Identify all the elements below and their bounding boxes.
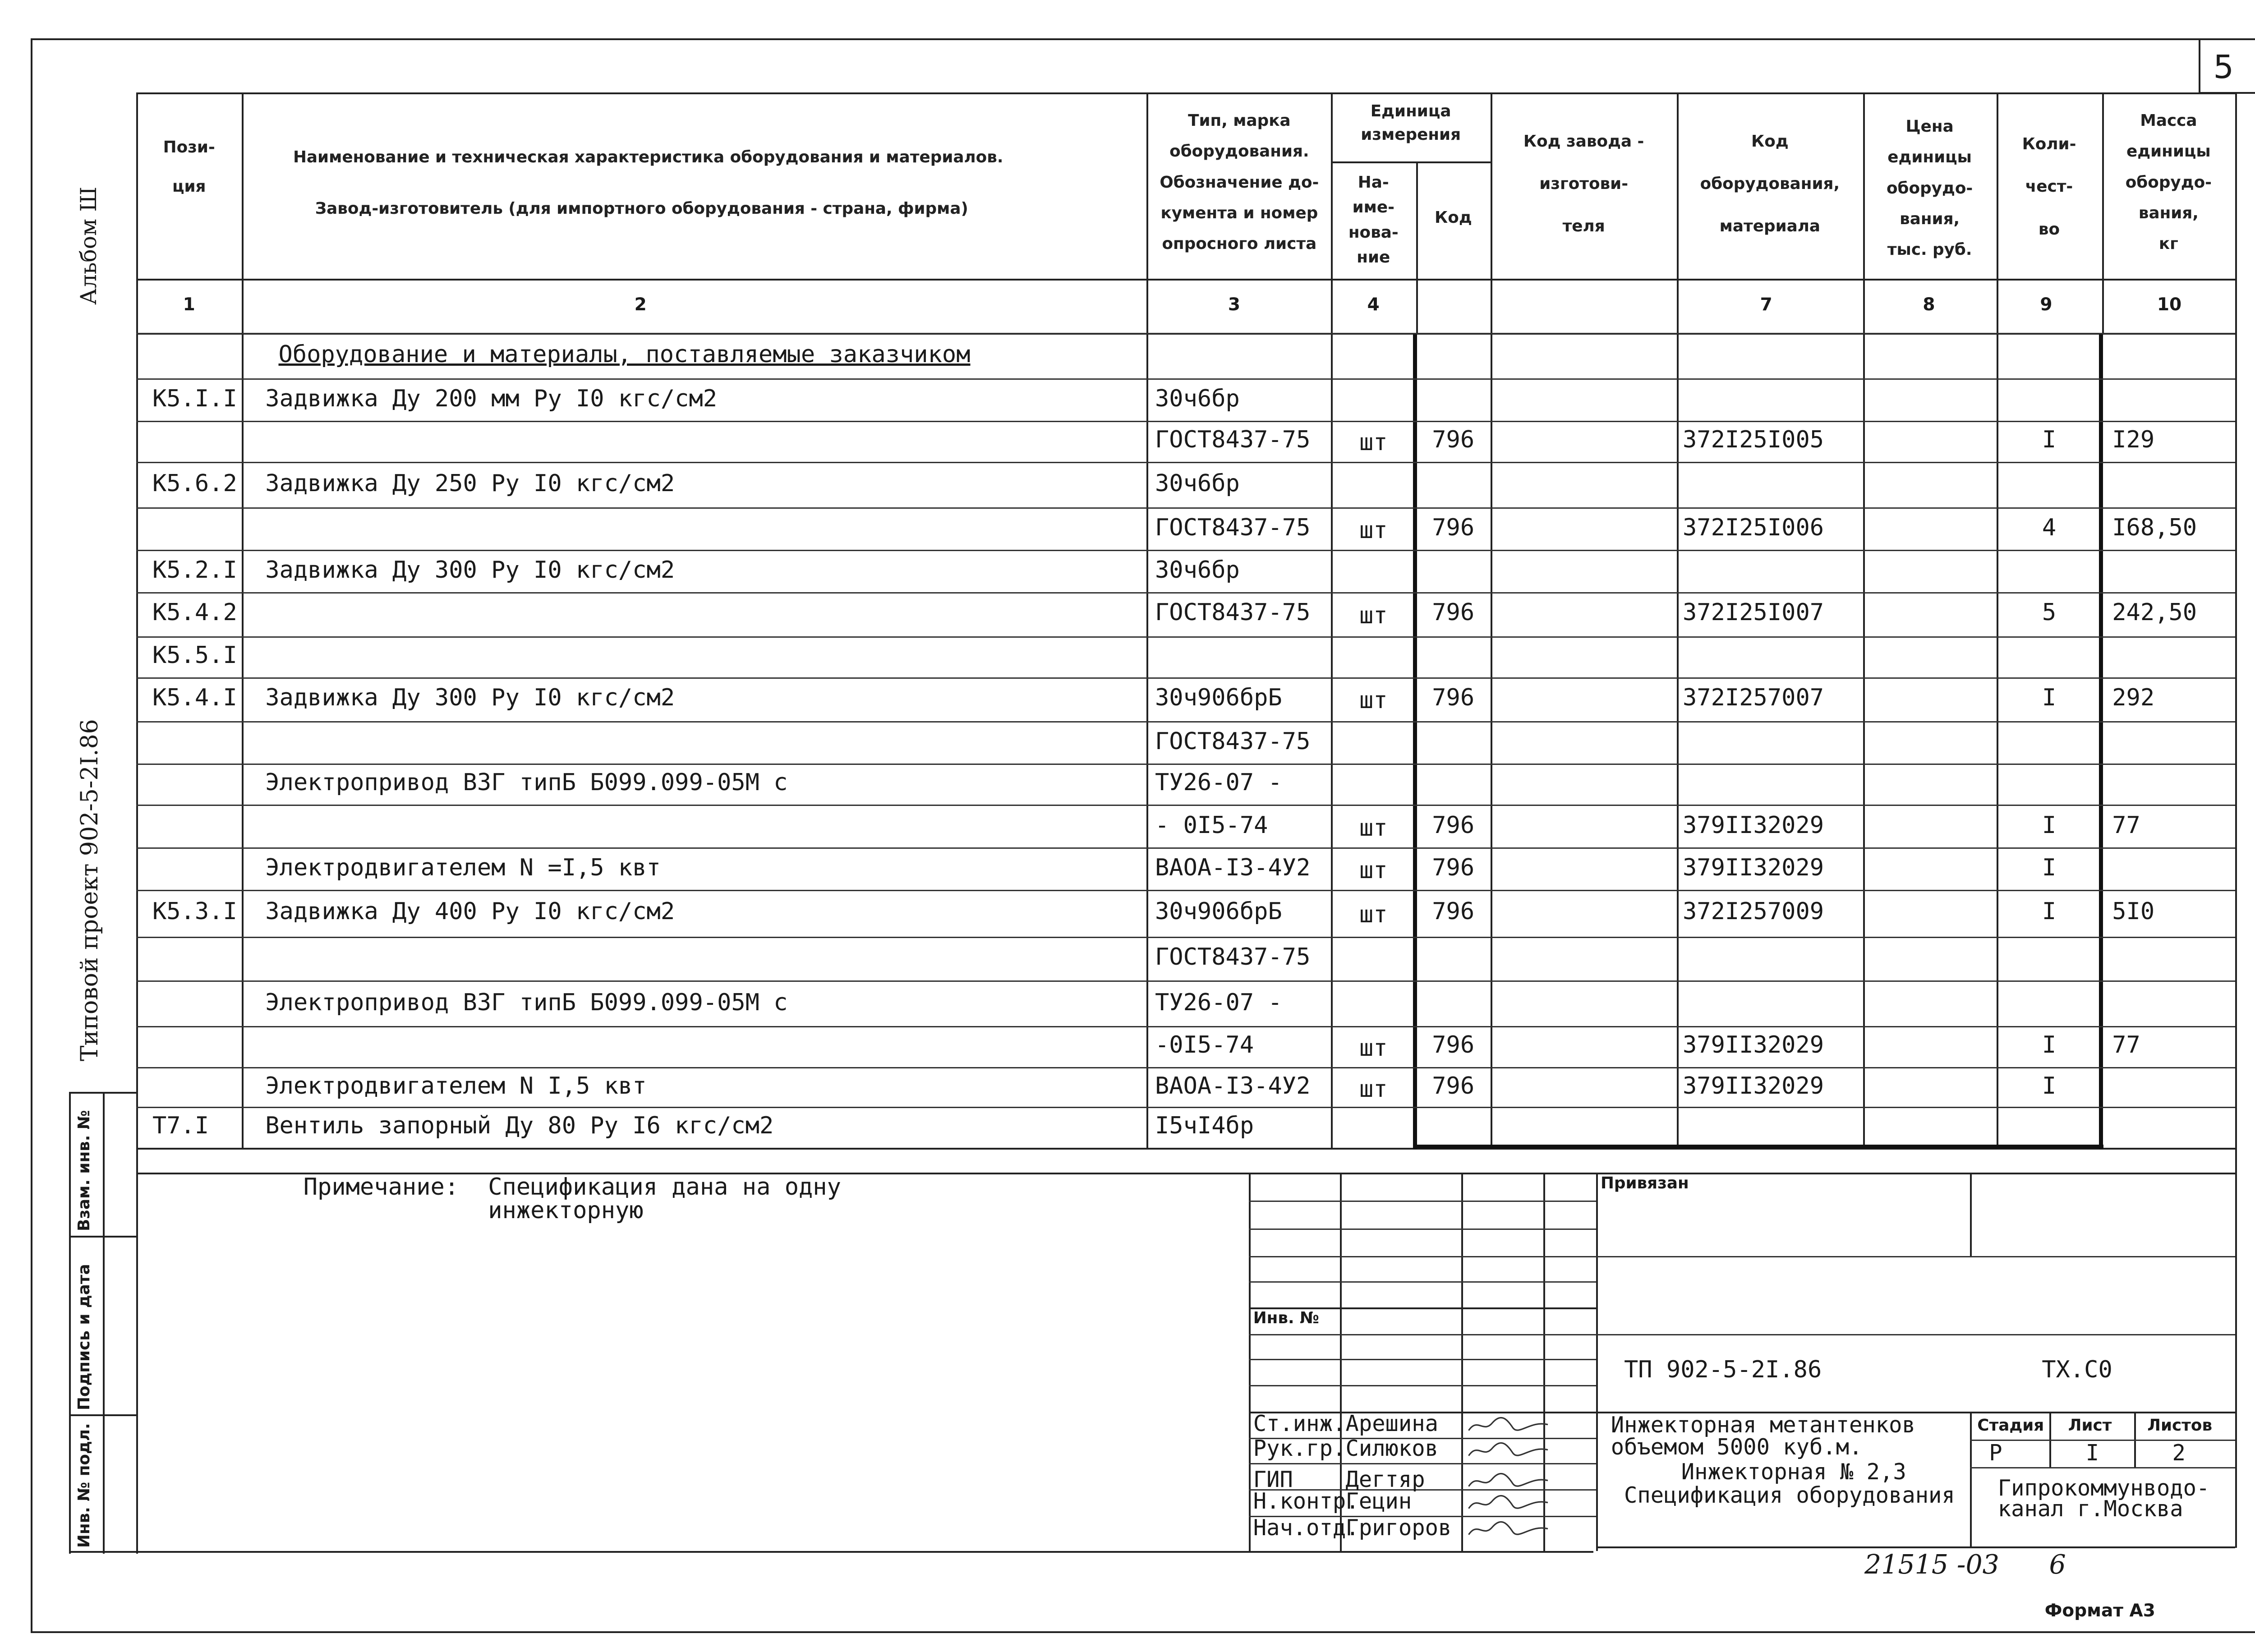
row-unit: шт [1359, 1034, 1388, 1062]
row-unit: шт [1359, 517, 1388, 544]
row-unit: шт [1359, 814, 1388, 842]
unit-group-line [1331, 161, 1491, 163]
row-name: Задвижка Ду 300 Ру I0 кгс/см2 [265, 684, 675, 711]
archive-number: 21515 -03 [1864, 1549, 1999, 1580]
col-line [1677, 92, 1679, 1148]
table-border-right [2235, 92, 2237, 1173]
row-separator [136, 677, 2235, 679]
row-name: Задвижка Ду 300 Ру I0 кгс/см2 [265, 557, 675, 584]
row-unit: шт [1359, 429, 1388, 456]
row-quantity: I [2042, 684, 2057, 711]
tb-role: Ст.инж. [1253, 1411, 1346, 1436]
row-separator [136, 980, 2235, 982]
tb-stage: Р [1989, 1440, 2002, 1466]
tb-line [1249, 1256, 2235, 1257]
row-separator [136, 764, 2235, 765]
hdr-unit-code: Код [1435, 208, 1472, 227]
row-type: 30ч6бр [1155, 470, 1240, 497]
hdr-col5: Код завода - изготови- теля [1523, 132, 1644, 235]
hdr-col1: Пози- ция [163, 138, 215, 196]
row-quantity: I [2042, 854, 2057, 881]
row-type: ВАОА-I3-4У2 [1155, 1072, 1311, 1100]
row-type: ГОСТ8437-75 [1155, 943, 1311, 971]
inv-podl-label: Инв. № подл. [74, 1423, 93, 1548]
row-position: Т7.I [152, 1112, 209, 1139]
tb-sheet: I [2085, 1440, 2099, 1466]
tb-description-1: Инжекторная метантенков [1611, 1413, 1915, 1438]
hdr-col6: Код оборудования, материала [1700, 132, 1840, 235]
row-equipment-code: 379II32029 [1683, 1072, 1824, 1100]
signature-mark [1466, 1470, 1551, 1491]
tb-line [1596, 1546, 2235, 1548]
row-mass: 5I0 [2112, 898, 2155, 925]
row-type: ГОСТ8437-75 [1155, 426, 1311, 453]
row-separator [136, 421, 2235, 422]
row-separator [136, 890, 2235, 891]
colnum-8: 8 [1923, 295, 1935, 315]
row-name: Электропривод ВЗГ типБ Б099.099-05М с [265, 769, 788, 796]
row-mass: 77 [2112, 1031, 2140, 1058]
row-unit-code: 796 [1432, 514, 1475, 541]
row-unit-code: 796 [1432, 599, 1475, 626]
tb-person-name: Дегтяр [1345, 1467, 1425, 1492]
archive-sheet: 6 [2049, 1549, 2066, 1580]
row-separator [136, 592, 2235, 594]
tb-description-4: Спецификация оборудования [1624, 1483, 1955, 1509]
row-name: Вентиль запорный Ду 80 Ру I6 кгс/см2 [265, 1112, 774, 1139]
tb-line [1970, 1440, 2235, 1441]
signature-mark [1466, 1440, 1551, 1460]
row-name: Электродвигателем N =I,5 квт [265, 854, 661, 881]
row-mass: I68,50 [2112, 514, 2197, 541]
tb-description-3: Инжекторная № 2,3 [1681, 1459, 1906, 1485]
tb-sheets: 2 [2172, 1440, 2186, 1466]
vzam-inv-label: Взам. инв. № [74, 1110, 93, 1231]
tb-line [1249, 1463, 1596, 1464]
page-number: 5 [2213, 48, 2234, 86]
tb-doc-code: ТП 902-5-2I.86 [1624, 1356, 1822, 1383]
row-quantity: 4 [2042, 514, 2057, 541]
row-position: К5.6.2 [152, 470, 237, 497]
tb-role: ГИП [1253, 1467, 1293, 1492]
colnum-3: 3 [1228, 295, 1241, 315]
hdr-col2-line1: Наименование и техническая характеристика оборудования и материалов. [293, 148, 1003, 167]
tb-organization-1: Гипрокоммунводо- [1997, 1476, 2210, 1501]
tb-sheets-label: Листов [2147, 1416, 2213, 1435]
row-type: ТУ26-07 - [1155, 769, 1282, 796]
tb-line [1596, 1173, 1598, 1551]
row-equipment-code: 372I25I006 [1683, 514, 1824, 541]
row-separator [136, 805, 2235, 806]
row-type: ГОСТ8437-75 [1155, 728, 1311, 755]
colnum-9: 9 [2040, 295, 2053, 315]
col-line [242, 92, 244, 1148]
tb-inv-no: Инв. № [1253, 1309, 1320, 1328]
hdr-col3: Тип, марка оборудования. Обозначение до- кумента и номер опросного листа [1160, 111, 1319, 253]
left-strip-line [103, 1092, 105, 1554]
row-quantity: 5 [2042, 599, 2057, 626]
row-separator [136, 721, 2235, 722]
outer-frame [31, 38, 2255, 1633]
row-name: Электропривод ВЗГ типБ Б099.099-05М с [265, 989, 788, 1016]
row-equipment-code: 379II32029 [1683, 854, 1824, 881]
row-type: I5чI4бр [1155, 1112, 1254, 1139]
row-unit-code: 796 [1432, 426, 1475, 453]
tb-description-2: объемом 5000 куб.м. [1611, 1435, 1863, 1460]
row-position: К5.I.I [152, 385, 237, 412]
row-unit-code: 796 [1432, 1031, 1475, 1058]
colnum-7: 7 [1760, 295, 1772, 315]
row-position: К5.4.I [152, 684, 237, 711]
row-separator [136, 1107, 2235, 1108]
hdr-unit-group: Единица измерения [1361, 102, 1461, 144]
header-bottom [136, 279, 2235, 281]
tb-line [1970, 1173, 1972, 1256]
signature-mark [1466, 1414, 1551, 1435]
section-title: Оборудование и материалы, поставляемые заказчиком [278, 341, 971, 368]
tb-role: Рук.гр. [1253, 1436, 1346, 1462]
thick-box-bottom [1413, 1145, 2103, 1149]
col-line [1416, 161, 1418, 333]
row-equipment-code: 379II32029 [1683, 1031, 1824, 1058]
tb-line [1249, 1201, 1596, 1202]
left-strip-line [69, 1092, 137, 1094]
row-position: К5.3.I [152, 898, 237, 925]
row-mass: I29 [2112, 426, 2155, 453]
row-position: К5.4.2 [152, 599, 237, 626]
tb-role: Н.контр. [1253, 1489, 1359, 1514]
colnum-2: 2 [634, 295, 647, 315]
row-mass: 242,50 [2112, 599, 2197, 626]
tb-line [1249, 1334, 2235, 1335]
tb-line [1249, 1229, 1596, 1230]
tb-stage-label: Стадия [1977, 1416, 2044, 1435]
row-separator [136, 1026, 2235, 1027]
hdr-col2-line2: Завод-изготовитель (для импортного оборудования - страна, фирма) [315, 199, 968, 218]
tb-person-name: Гецин [1345, 1489, 1412, 1514]
tb-sheet-label: Лист [2068, 1416, 2112, 1435]
row-type: -0I5-74 [1155, 1031, 1254, 1058]
note-line2: инжекторную [488, 1197, 644, 1224]
project-label: Типовой проект 902-5-2I.86 [76, 719, 103, 1061]
row-type: 30ч6бр [1155, 385, 1240, 412]
tb-person-name: Силюков [1345, 1436, 1438, 1462]
tb-person-name: Арешина [1345, 1411, 1438, 1436]
table-border-left [136, 92, 138, 1554]
hdr-col9: Масса единицы оборудо- вания, кг [2125, 111, 2212, 253]
row-mass: 77 [2112, 811, 2140, 839]
row-name: Задвижка Ду 250 Ру I0 кгс/см2 [265, 470, 675, 497]
row-type: 30ч906брБ [1155, 898, 1282, 925]
row-unit: шт [1359, 687, 1388, 714]
tb-line [1249, 1385, 1596, 1386]
left-strip-line [69, 1414, 137, 1416]
left-strip-line [69, 1551, 1593, 1553]
tb-role: Нач.отд. [1253, 1515, 1359, 1541]
row-separator [136, 462, 2235, 463]
row-type: ТУ26-07 - [1155, 989, 1282, 1016]
row-separator [136, 1067, 2235, 1068]
tb-line [1970, 1412, 1972, 1548]
tb-line [1970, 1467, 2235, 1468]
podpis-data-label: Подпись и дата [74, 1263, 93, 1410]
row-unit-code: 796 [1432, 684, 1475, 711]
signature-mark [1466, 1492, 1551, 1513]
colnum-4: 4 [1367, 295, 1380, 315]
row-quantity: I [2042, 811, 2057, 839]
row-separator [136, 507, 2235, 509]
col-line [1491, 92, 1492, 1148]
row-equipment-code: 379II32029 [1683, 811, 1824, 839]
row-quantity: I [2042, 1072, 2057, 1100]
note-label: Примечание: [303, 1173, 459, 1201]
table-top [136, 92, 2235, 94]
row-name: Задвижка Ду 200 мм Ру I0 кгс/см2 [265, 385, 718, 412]
left-strip-line [69, 1236, 137, 1238]
row-type: - 0I5-74 [1155, 811, 1268, 839]
row-unit: шт [1359, 857, 1388, 884]
row-separator [136, 937, 2235, 938]
hdr-col8: Коли- чест- во [2022, 135, 2076, 239]
row-type: ГОСТ8437-75 [1155, 599, 1311, 626]
row-position: К5.5.I [152, 641, 237, 669]
row-mass: 292 [2112, 684, 2155, 711]
row-unit-code: 796 [1432, 1072, 1475, 1100]
row-type: ВАОА-I3-4У2 [1155, 854, 1311, 881]
row-quantity: I [2042, 1031, 2057, 1058]
row-unit: шт [1359, 1075, 1388, 1103]
tb-line [1249, 1281, 1596, 1283]
row-unit-code: 796 [1432, 898, 1475, 925]
row-separator [136, 847, 2235, 849]
row-separator [136, 550, 2235, 551]
row-quantity: I [2042, 426, 2057, 453]
row-quantity: I [2042, 898, 2057, 925]
tb-person-name: Григоров [1345, 1515, 1452, 1541]
colnum-10: 10 [2157, 295, 2182, 315]
row-name: Задвижка Ду 400 Ру I0 кгс/см2 [265, 898, 675, 925]
album-label: Альбом Ш [76, 186, 101, 305]
row-position: К5.2.I [152, 557, 237, 584]
row-type: ГОСТ8437-75 [1155, 514, 1311, 541]
tb-organization-2: канал г.Москва [1997, 1496, 2183, 1522]
row-type: 30ч6бр [1155, 557, 1240, 584]
row-separator [136, 378, 2235, 380]
tb-line [2235, 1173, 2237, 1548]
hdr-unit-name: На- име- нова- ние [1348, 173, 1399, 267]
tb-privyazan: Привязан [1601, 1174, 1689, 1193]
row-type: 30ч906брБ [1155, 684, 1282, 711]
row-equipment-code: 372I257009 [1683, 898, 1824, 925]
tb-line [1249, 1359, 1596, 1360]
hdr-col7: Цена единицы оборудо- вания, тыс. руб. [1887, 117, 1973, 259]
row-unit-code: 796 [1432, 811, 1475, 839]
row-equipment-code: 372I25I005 [1683, 426, 1824, 453]
row-equipment-code: 372I25I007 [1683, 599, 1824, 626]
row-unit-code: 796 [1432, 854, 1475, 881]
row-equipment-code: 372I257007 [1683, 684, 1824, 711]
left-strip-line [69, 1092, 71, 1554]
row-separator [136, 333, 2235, 334]
tb-doc-mark: ТХ.С0 [2042, 1356, 2112, 1383]
colnum-1: 1 [183, 295, 195, 315]
row-unit: шт [1359, 901, 1388, 928]
row-name: Электродвигателем N I,5 квт [265, 1072, 647, 1100]
format-label: Формат А3 [2044, 1601, 2155, 1621]
row-separator [136, 636, 2235, 638]
note-line1: Спецификация дана на одну [488, 1173, 841, 1201]
row-unit: шт [1359, 602, 1388, 629]
signature-mark [1466, 1519, 1551, 1539]
